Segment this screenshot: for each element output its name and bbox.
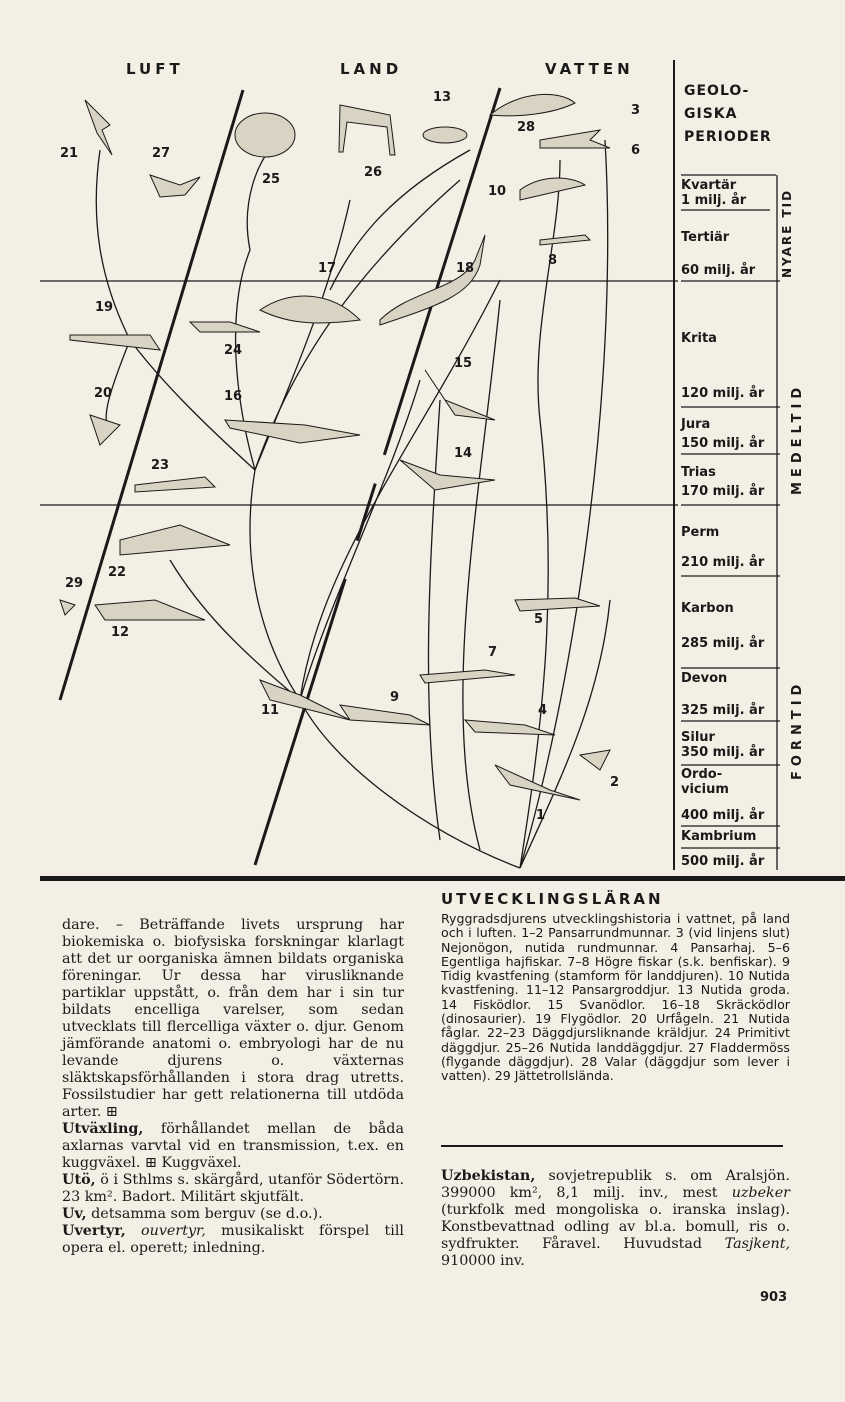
period-kvartar: Kvartär 1 milj. år (681, 178, 747, 208)
page-rule (40, 876, 845, 881)
section-title: UTVECKLINGSLÄRAN (441, 890, 664, 908)
label-10: 10 (488, 184, 507, 199)
label-14: 14 (454, 446, 473, 461)
header-air: LUFT (126, 60, 184, 78)
label-24: 24 (224, 343, 243, 358)
period-ordovicium: Ordo- vicium (681, 767, 729, 797)
period-silur: Silur 350 milj. år (681, 730, 765, 760)
entry-uvertyr: Uvertyr, ouvertyr, musikaliskt förspel till opera el. operett; inledning. (62, 1223, 405, 1256)
left-text-column (62, 917, 404, 1257)
label-1: 1 (536, 808, 546, 823)
label-28: 28 (517, 120, 536, 135)
era-nyare-tid: NYARE TID (780, 188, 794, 278)
label-23: 23 (151, 458, 170, 473)
label-6: 6 (631, 143, 641, 158)
entry-uto: Utö, ö i Sthlms s. skärgård, utanför Södertörn. 23 km². Badort. Militärt skjutfält. (62, 1172, 404, 1205)
geo-periods-title: GEOLO- GISKA PERIODER (684, 83, 772, 145)
period-krita: Krita 120 milj. år (681, 331, 765, 401)
paragraph-origin: dare. – Beträffande livets ursprung har biokemiska o. biofysiska forskningar klarlagt att det ur oorganiska ämnen bildats organiska föreningar. Ur dessa har virusliknande partiklar uppstått, o. från dem har i sin tur bildats encelliga varelser, som sedan utvecklats till flercelliga växter o. djur. Genom jämförande anatomi o. embryologi har de nu levande djurens o. växternas släktskapsförhållanden i stora drag utretts. Fossilstudier har gett relationerna till utdöda arter. ⊞ (62, 917, 404, 1120)
label-8: 8 (548, 253, 558, 268)
label-15: 15 (454, 356, 473, 371)
label-12: 12 (111, 625, 130, 640)
label-16: 16 (224, 389, 243, 404)
period-trias: Trias 170 milj. år (681, 465, 765, 499)
page-number: 903 (760, 1290, 788, 1305)
entry-uzbekistan: Uzbekistan, sovjetrepublik s. om Aralsjön. 399000 km², 8,1 milj. inv., mest uzbeker (turkfolk med mongoliska o. iranska inslag). Konstbevattnad odling av bl.a. bomull, ris o. sydfrukter. Fåravel. Huvudstad Tasjkent, 910000 inv. (441, 1168, 790, 1269)
legend-rule (441, 1145, 783, 1147)
header-land: LAND (340, 60, 403, 78)
label-4: 4 (538, 703, 548, 718)
animal-silhouettes (60, 94, 610, 800)
label-29: 29 (65, 576, 84, 591)
entry-uv: Uv, detsamma som berguv (se d.o.). (62, 1206, 323, 1222)
label-17: 17 (318, 261, 337, 276)
label-20: 20 (94, 386, 113, 401)
label-21: 21 (60, 146, 79, 161)
era-forntid: FORNTID (790, 679, 805, 780)
label-13: 13 (433, 90, 452, 105)
label-5: 5 (534, 612, 544, 627)
period-jura: Jura 150 milj. år (681, 417, 765, 451)
entry-utvaxling: Utväxling, förhållandet mellan de båda axlarnas varvtal vid en transmission, t.ex. en kuggväxel. ⊞ Kuggväxel. (62, 1121, 404, 1171)
label-2: 2 (610, 775, 620, 790)
label-25: 25 (262, 172, 281, 187)
label-7: 7 (488, 645, 498, 660)
period-perm: Perm 210 milj. år (681, 525, 765, 570)
era-medeltid: MEDELTID (790, 382, 805, 495)
period-karbon: Karbon 285 milj. år (681, 601, 765, 651)
label-22: 22 (108, 565, 127, 580)
period-devon: Devon 325 milj. år (681, 671, 765, 718)
label-9: 9 (390, 690, 400, 705)
label-19: 19 (95, 300, 114, 315)
period-kambrium: Kambrium 500 milj. år (681, 829, 765, 869)
label-3: 3 (631, 103, 641, 118)
label-11: 11 (261, 703, 280, 718)
label-27: 27 (152, 146, 171, 161)
label-18: 18 (456, 261, 475, 276)
header-water: VATTEN (545, 60, 634, 78)
period-tertiar: Tertiär 60 milj. år (681, 230, 756, 278)
period-ordovicium-age: 400 milj. år (681, 808, 765, 823)
separator-land-water (255, 88, 500, 865)
diagram-legend: Ryggradsdjurens utvecklingshistoria i vattnet, på land och i luften. 1–2 Pansarrundmunnar. 3 (vid linjens slut) Nejonögon, nutida rundmunnar. 4 Pansarhaj. 5–6 Egentliga hajfiskar. 7–8 Högre fiskar (s.k. benfiskar). 9 Tidig kvastfening (stamform för landdjuren). 10 Nutida kvastfening. 11–12 Pansargroddjur. 13 Nutida groda. 14 Fisködlor. 15 Svanödlor. 16–18 Skräcködlor (dinosaurier). 19 Flygödlor. 20 Urfågeln. 21 Nutida fåglar. 22–23 Däggdjursliknande kräldjur. 24 Primitivt däggdjur. 25–26 Nutida landdäggdjur. 27 Fladdermöss (flygande däggdjur). 28 Valar (däggdjur som lever i vatten). 29 Jättetrollslända. (441, 911, 790, 1084)
label-26: 26 (364, 165, 383, 180)
